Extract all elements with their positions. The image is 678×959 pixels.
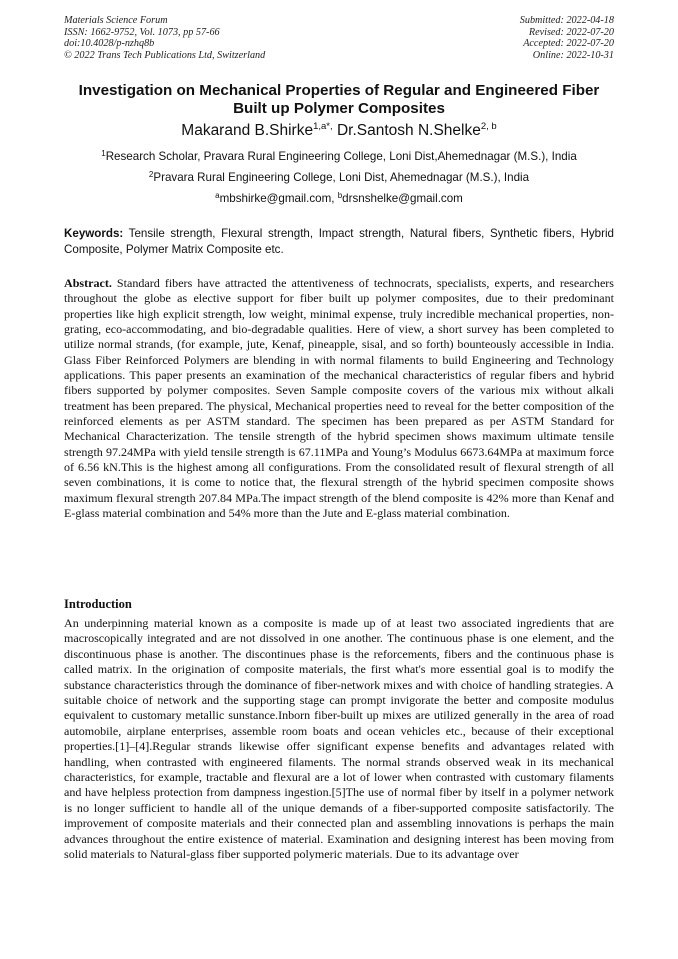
date-online: Online: 2022-10-31 [532,49,614,61]
email-a-superscript: a [215,191,220,200]
email-a: mbshirke@gmail.com, [219,192,338,205]
abstract-label: Abstract. [64,276,112,290]
introduction-paragraph: An underpinning material known as a composite is made up of at least two associated ingredients that are macroscopically integrated and are not dissolved in one another. The continuous phase is one element, and the discontinuous phase is another. The discontinues phase is the reforcements, fibers and the continuous phase is called matrix. In the origination of composite materials, the first what's more essential goal is to modify the substance characteristics through the dominance of fiber-network mixes and with choice of handling strategies. A suitable choice of network and the supporting stage can prompt invigorate the better and composite modulus equivalent to customary metallic sunstance.Inborn fiber-built up mixes are utilized generally in the area of road automobile, airplane enterprises, assemble room boats and ocean vehicles etc., because of their exceptional properties.[1]–[4].Regular strands likewise offer significant expense benefits and advantages related with handling, when contrasted with engineered filaments. The normal strands observed weak in its mechanical characteristics, for example, tractable and flexural are a lot of lower when contrasted with customary filaments and have helpless protection from dampness ingestion.[5]The use of normal fiber by itself in a polymer network is no longer sufficient to handle all of the unique demands of a fiber-supported composite satisfactorily. The improvement of composite materials and their connected plan and assembling innovations is perhaps the main advances throughout the entire existence of material. Examination and designing interest has been moving from solid materials to Natural-glass fiber supported polymeric materials. Due to its advantage over [64,616,614,862]
affiliation-1 [20,150,658,164]
date-accepted: Accepted: 2022-07-20 [523,38,614,49]
journal-copyright: © 2022 Trans Tech Publications Ltd, Switzerland [64,49,266,61]
author-1-name: Makarand B.Shirke [181,122,314,139]
journal-info [64,15,265,61]
author-2-name: Dr.Santosh N.Shelke [336,122,481,139]
affiliation-1-text: Research Scholar, Pravara Rural Engineering College, Loni Dist,Ahemednagar (M.S.), India [105,150,577,163]
paper-title: Investigation on Mechanical Properties of Regular and Engineered Fiber Built up Polymer Composites [78,82,600,117]
affiliation-2-superscript: 2 [148,170,154,179]
keywords-paragraph [64,226,614,257]
affiliation-2 [20,171,658,185]
introduction-heading: Introduction [64,597,132,611]
date-submitted: Submitted: 2022-04-18 [519,15,614,26]
publication-dates [520,15,614,61]
journal-name: Materials Science Forum [64,15,168,26]
keywords-text: Tensile strength, Flexural strength, Impact strength, Natural fibers, Synthetic fibers, Hybrid Composite, Polymer Matrix Composite etc. [64,227,614,256]
email-b-superscript: b [337,191,343,200]
author-2-superscript: 2, b [480,121,497,132]
keywords-label: Keywords: [64,227,124,240]
affiliation-1-superscript: 1 [101,149,106,158]
date-revised: Revised: 2022-07-20 [528,26,614,38]
email-b: drsnshelke@gmail.com [342,192,463,205]
author-emails [20,192,658,206]
abstract-paragraph [64,276,614,522]
affiliation-2-text: Pravara Rural Engineering College, Loni Dist, Ahemednagar (M.S.), India [153,171,530,184]
journal-doi: doi:10.4028/p-nzhq8b [64,38,155,49]
journal-issn: ISSN: 1662-9752, Vol. 1073, pp 57-66 [64,26,220,38]
abstract-text: Standard fibers have attracted the attentiveness of technocrats, specialists, experts, and researchers throughout the globe as elective support for fiber built up polymer composites, due to their predominant properties like high explicit strength, low weight, minimal expense, truly incredible mechanical properties, non-grating, eco-accommodating, and bio-degradable qualities. Here of view, a short survey has been completed to utilize normal strands, (for example, jute, Kenaf, pineapple, sisal, and so forth) bounteously accessible in India. Glass Fiber Reinforced Polymers are blending in with normal filaments to build Engineering and Technology applications. This paper presents an examination of the mechanical characteristics of regular fibers and hybrid fibers supported by polymer composites. Seven Sample composite covers of the various mix without alkali treatment has been prepared. The physical, Mechanical properties need to reveal for the better composition of the reinforced elements as per ASTM standard. The specimen has been prepared as per ASTM Standard for Mechanical Characterization. The tensile strength of the hybrid specimen shows maximum ultimate tensile strength 97.24MPa with yield tensile strength is 67.11MPa and Young’s Modulus 6673.64MPa at maximum force of 6.56 kN.This is the highest among all configurations. From the consolidated result of flexural strength of all seven combinations, it is come to notice that, the flexural strength of the hybrid specimen composite shows maximum flexural strength 207.84 MPa.The impact strength of the blend composite is 42% more than Kenaf and E-glass material combination and 54% more than the Jute and E-glass material combination. [64,276,614,521]
author-1-superscript: 1,a*, [313,121,333,132]
author-line [40,122,638,140]
